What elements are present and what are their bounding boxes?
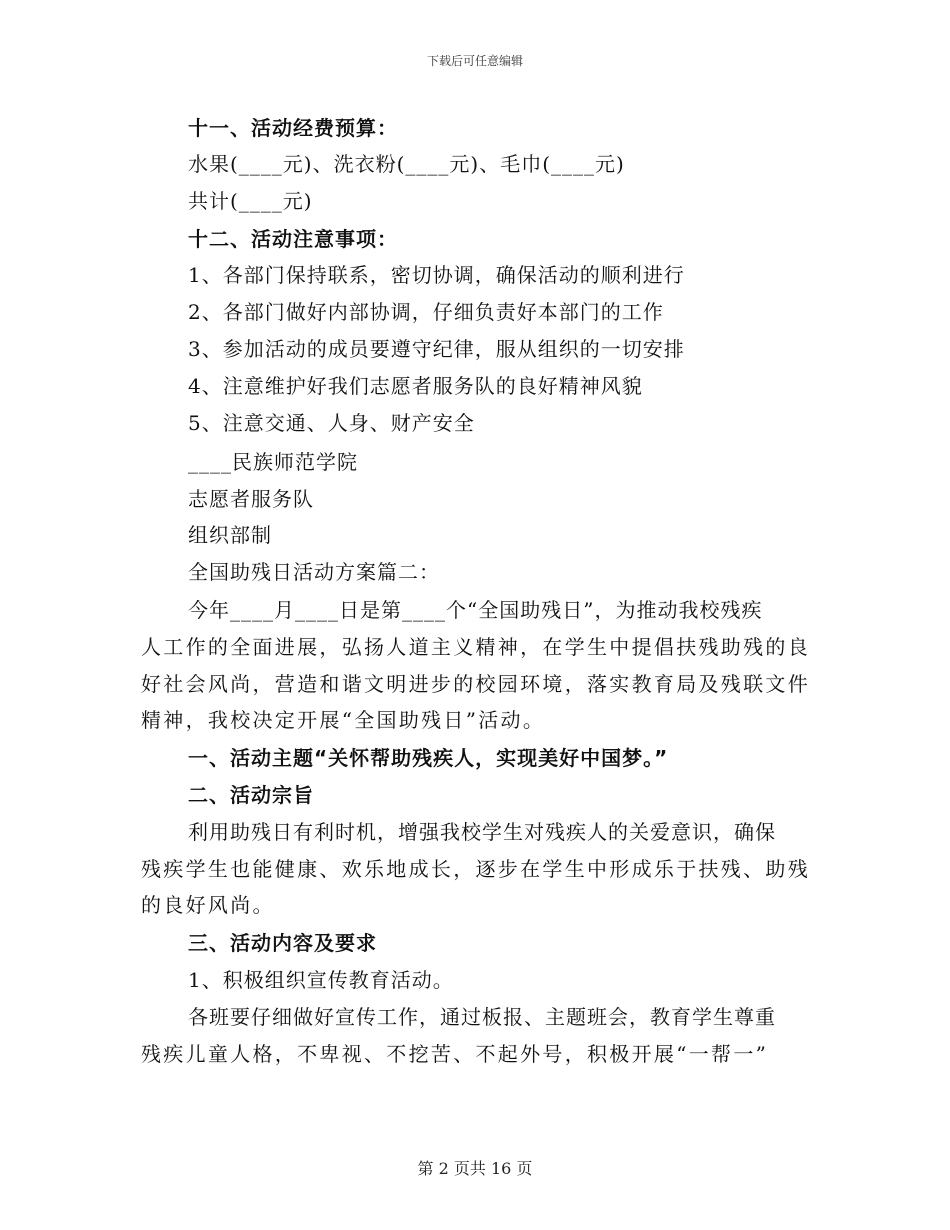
paragraph-intro-line-3: 好社会风尚，营造和谐文明进步的校园环境，落实教育局及残联文件: [141, 672, 810, 696]
paragraph-intro-line-1: 今年____月____日是第____个“全国助残日”，为推动我校残疾: [188, 598, 763, 622]
note-item-3: 3、参加活动的成员要遵守纪律，服从组织的一切安排: [188, 337, 685, 361]
page-footer: 第 2 页共 16 页: [417, 1159, 533, 1178]
budget-items: 水果(____元)、洗衣粉(____元)、毛巾(____元): [188, 152, 625, 176]
section-heading-purpose: 二、活动宗旨: [188, 783, 314, 807]
paragraph-intro-line-4: 精神，我校决定开展“全国助残日”活动。: [141, 708, 546, 732]
signature-team: 志愿者服务队: [188, 487, 314, 511]
paragraph-content-line-2: 残疾儿童人格，不卑视、不挖苦、不起外号，积极开展“一帮一”: [141, 1042, 769, 1066]
page-header: 下载后可任意编辑: [426, 54, 523, 68]
note-item-1: 1、各部门保持联系，密切协调，确保活动的顺利进行: [188, 263, 685, 287]
paragraph-content-line-1: 各班要仔细做好宣传工作，通过板报、主题班会，教育学生尊重: [188, 1005, 776, 1029]
note-item-4: 4、注意维护好我们志愿者服务队的良好精神风貌: [188, 374, 643, 398]
section-heading-notes: 十二、活动注意事项：: [188, 227, 398, 251]
budget-total: 共计(____元): [188, 189, 313, 213]
note-item-2: 2、各部门做好内部协调，仔细负责好本部门的工作: [188, 300, 664, 324]
paragraph-purpose-line-3: 的良好风尚。: [141, 893, 275, 917]
section-heading-budget: 十一、活动经费预算：: [188, 116, 398, 140]
signature-department: 组织部制: [188, 523, 272, 547]
signature-school: ____民族师范学院: [188, 450, 358, 474]
paragraph-purpose-line-1: 利用助残日有利时机，增强我校学生对残疾人的关爱意识，确保: [188, 820, 776, 844]
paragraph-intro-line-2: 人工作的全面进展，弘扬人道主义精神，在学生中提倡扶残助残的良: [141, 635, 810, 659]
note-item-5: 5、注意交通、人身、财产安全: [188, 411, 475, 435]
section-heading-content: 三、活动内容及要求: [188, 931, 377, 955]
section-heading-theme: 一、活动主题“关怀帮助残疾人，实现美好中国梦。”: [188, 746, 669, 770]
content-item-1: 1、积极组织宣传教育活动。: [188, 968, 454, 992]
article-title: 全国助残日活动方案篇二：: [188, 560, 440, 584]
paragraph-purpose-line-2: 残疾学生也能健康、欢乐地成长，逐步在学生中形成乐于扶残、助残: [141, 857, 810, 881]
